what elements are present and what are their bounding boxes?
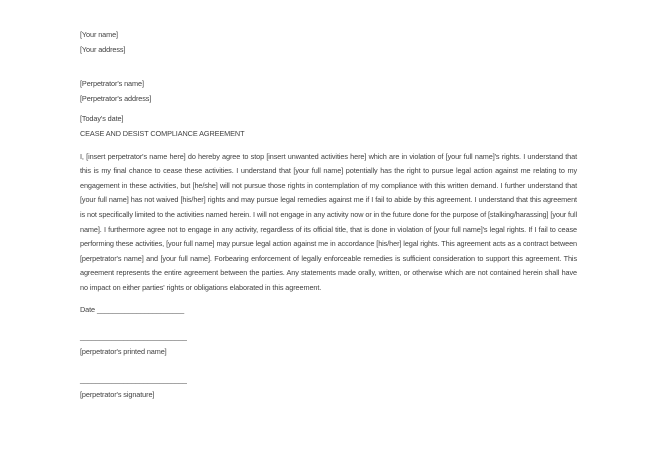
date-title-block [80, 112, 577, 141]
date-placeholder: [Today's date] [80, 114, 124, 124]
sender-name-placeholder: [Your name] [80, 30, 118, 39]
sender-address-placeholder: [Your address] [80, 44, 126, 54]
date-label: Date [80, 304, 96, 314]
recipient-address-placeholder: [Perpetrator's address] [80, 93, 152, 103]
printed-name-fill-line: ___________________________ [80, 332, 187, 342]
recipient-name-placeholder: [Perpetrator's name] [80, 79, 144, 89]
printed-name-signature-block [80, 330, 577, 359]
document-title: CEASE AND DESIST COMPLIANCE AGREEMENT [80, 128, 245, 138]
letter-content [80, 28, 577, 402]
printed-name-label: [perpetrator's printed name] [80, 346, 167, 356]
signature-block [80, 373, 577, 402]
date-fill-line: ______________________ [96, 304, 185, 314]
date-signing-row [80, 303, 577, 318]
recipient-block [80, 77, 577, 106]
signature-fill-line: ___________________________ [80, 375, 187, 385]
signature-label: [perpetrator's signature] [80, 389, 155, 399]
sender-block [80, 28, 577, 57]
agreement-body-paragraph: I, [insert perpetrator's name here] do hereby agree to stop [insert unwanted activities here] which are in violation of [your full name]'s rights. I understand that this is my final chance to cease these activities. I understand that [your full name] potentially has the right to pursue legal action against me relating to my engagement in these activities, but [he/she] will not pursue those rights in contemplation of my compliance with this written demand. I further understand that [your full name] has not waived [his/her] rights and may pursue legal remedies against me if I fail to abide by this agreement. I understand that this agreement is not specifically limited to the activities named herein. I will not engage in any activity now or in the future done for the purpose of [stalking/harassing] [your full name]. I furthermore agree not to engage in any activity, regardless of its official title, that is done in violation of [your full name]'s legal rights. If I fail to cease performing these activities, [your full name] may pursue legal action against me in accordance [his/her] legal rights. This agreement acts as a contract between [perpetrator's name] and [your full name]. Forbearing enforcement of legally enforceable remedies is sufficient consideration to support this agreement. This agreement represents the entire agreement between the parties. Any statements made orally, written, or otherwise which are not contained herein shall have no impact on either parties' rights or obligations elaborated in this agreement. [80, 151, 577, 292]
